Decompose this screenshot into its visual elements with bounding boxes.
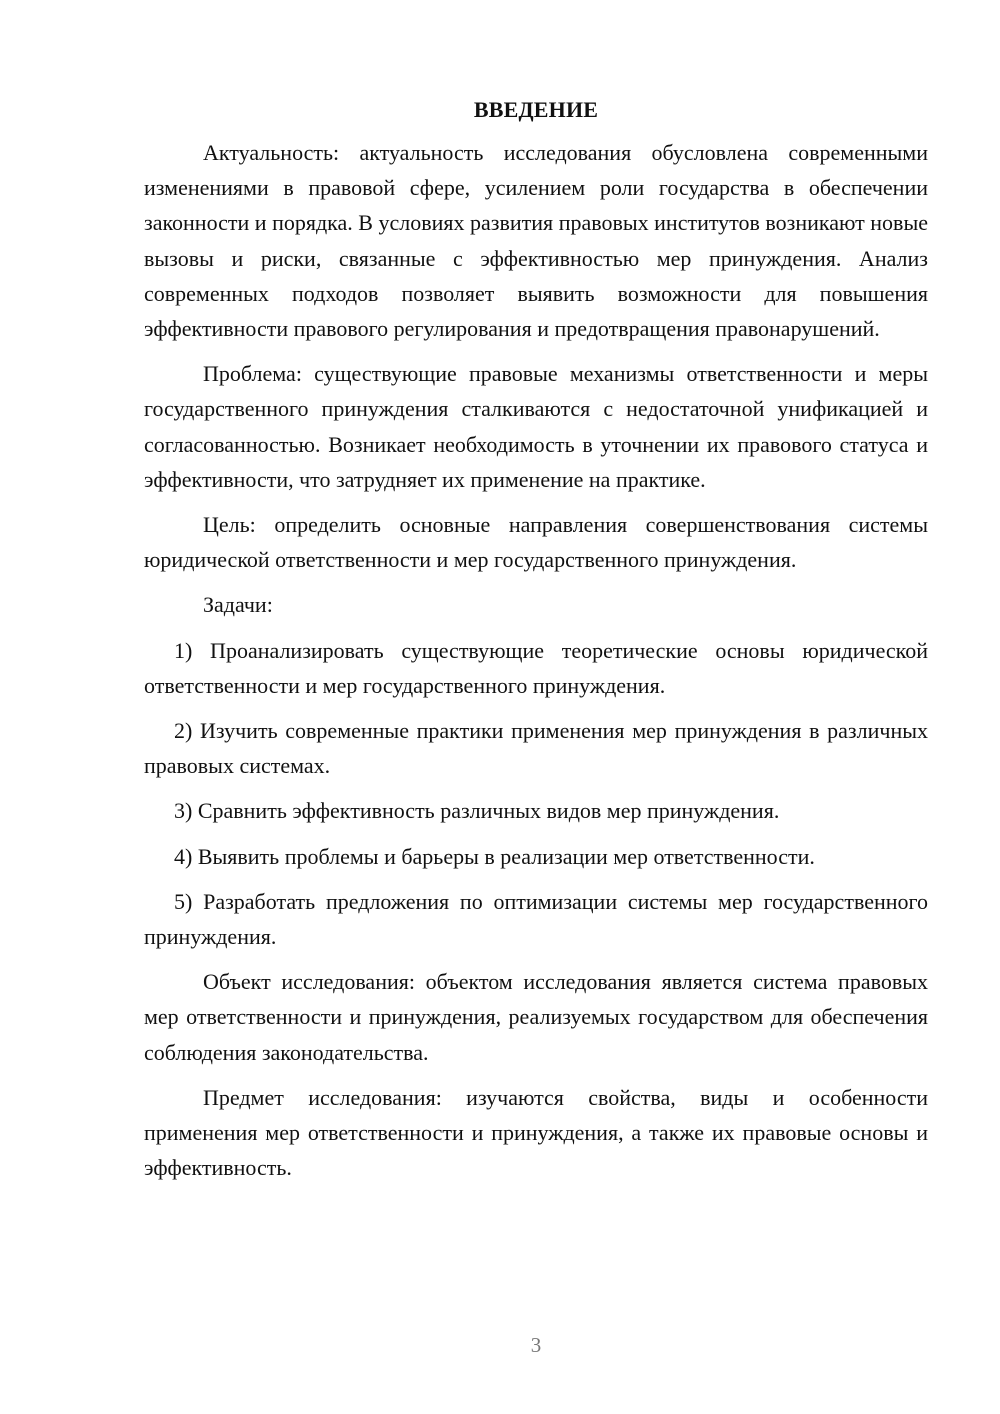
task-item: 1) Проанализировать существующие теоретические основы юридической ответственности и мер государственного принуждения. xyxy=(144,637,928,698)
task-item: 2) Изучить современные практики применения мер принуждения в различных правовых системах. xyxy=(144,718,928,779)
document-body xyxy=(144,92,928,1195)
paragraph-goal: Цель: определить основные направления совершенствования системы юридической ответственности и мер государственного принуждения. xyxy=(144,512,928,573)
section-title: ВВЕДЕНИЕ xyxy=(473,97,599,122)
paragraph-problem: Проблема: существующие правовые механизмы ответственности и меры государственного принуждения сталкиваются с недостаточной унификацией и согласованностью. Возникает необходимость в уточнении их правового статуса и эффективности, что затрудняет их применение на практике. xyxy=(144,361,928,492)
paragraph-subject: Предмет исследования: изучаются свойства, виды и особенности применения мер ответственности и принуждения, а также их правовые основы и эффективность. xyxy=(144,1084,928,1181)
paragraph-object: Объект исследования: объектом исследования является система правовых мер ответственности и принуждения, реализуемых государством для обеспечения соблюдения законодательства. xyxy=(144,969,928,1065)
task-item: 5) Разработать предложения по оптимизации системы мер государственного принуждения. xyxy=(144,888,928,950)
task-item: 4) Выявить проблемы и барьеры в реализации мер ответственности. xyxy=(174,843,815,869)
page-number: 3 xyxy=(530,1333,542,1357)
tasks-heading: Задачи: xyxy=(203,592,273,618)
task-item: 3) Сравнить эффективность различных видов мер принуждения. xyxy=(174,798,780,824)
paragraph-relevance: Актуальность: актуальность исследования обусловлена современными изменениями в правовой сфере, усилением роли государства в обеспечении законности и порядка. В условиях развития правовых институтов возникают новые вызовы и риски, связанные с эффективностью мер принуждения. Анализ современных подходов позволяет выявить возможности для повышения эффективности правового регулирования и предотвращения правонарушений. xyxy=(144,140,928,342)
